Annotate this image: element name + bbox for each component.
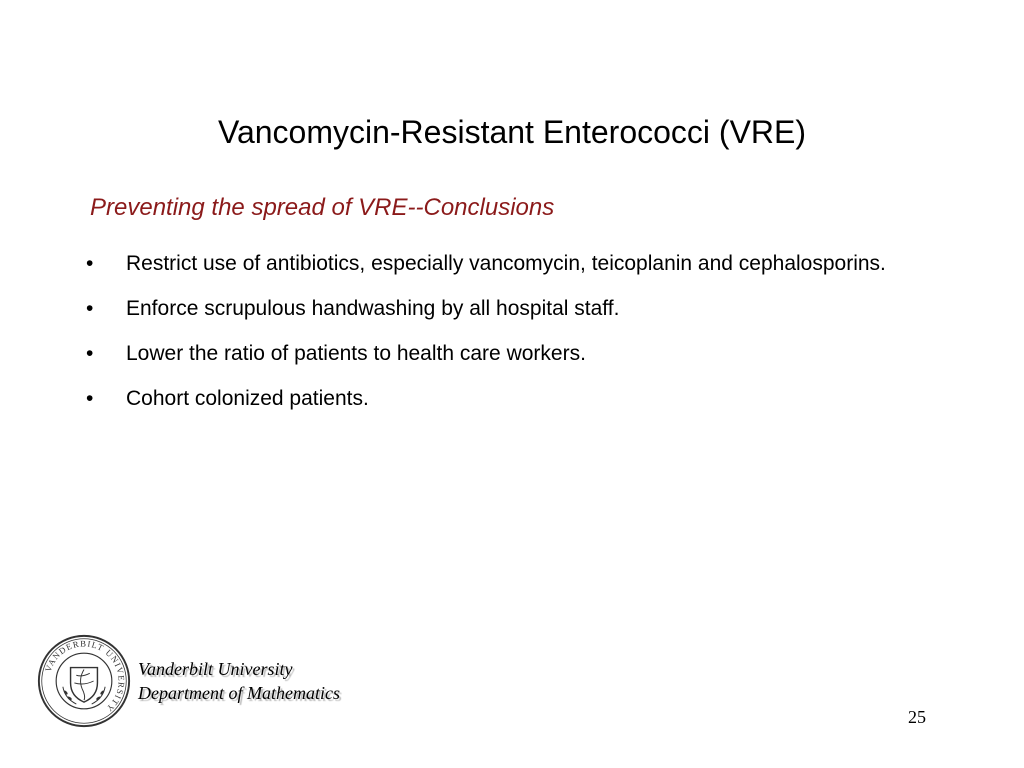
bullet-text: Lower the ratio of patients to health care workers. bbox=[126, 342, 586, 365]
bullet-icon: • bbox=[86, 387, 94, 410]
seal-text: VANDERBILT UNIVERSITY bbox=[42, 638, 127, 715]
bullet-item bbox=[86, 338, 916, 369]
footer-university: Vanderbilt University bbox=[138, 659, 293, 679]
bullet-icon: • bbox=[86, 252, 94, 275]
slide-title: Vancomycin-Resistant Enterococci (VRE) bbox=[217, 114, 807, 150]
footer-institution bbox=[138, 657, 340, 705]
bullet-text: Cohort colonized patients. bbox=[126, 387, 369, 410]
bullet-icon: • bbox=[86, 342, 94, 365]
page-number: 25 bbox=[908, 707, 926, 727]
bullet-list bbox=[86, 248, 916, 428]
slide-subtitle: Preventing the spread of VRE--Conclusions bbox=[90, 194, 555, 221]
university-seal-icon bbox=[36, 633, 132, 729]
svg-text:VANDERBILT UNIVERSITY bbox=[43, 638, 127, 714]
bullet-item bbox=[86, 248, 916, 279]
bullet-item bbox=[86, 383, 916, 414]
bullet-icon: • bbox=[86, 297, 94, 320]
bullet-item bbox=[86, 293, 916, 324]
footer-department: Department of Mathematics bbox=[138, 683, 340, 703]
bullet-text: Enforce scrupulous handwashing by all hospital staff. bbox=[126, 297, 620, 320]
bullet-text: Restrict use of antibiotics, especially vancomycin, teicoplanin and cephalosporins. bbox=[126, 252, 886, 275]
